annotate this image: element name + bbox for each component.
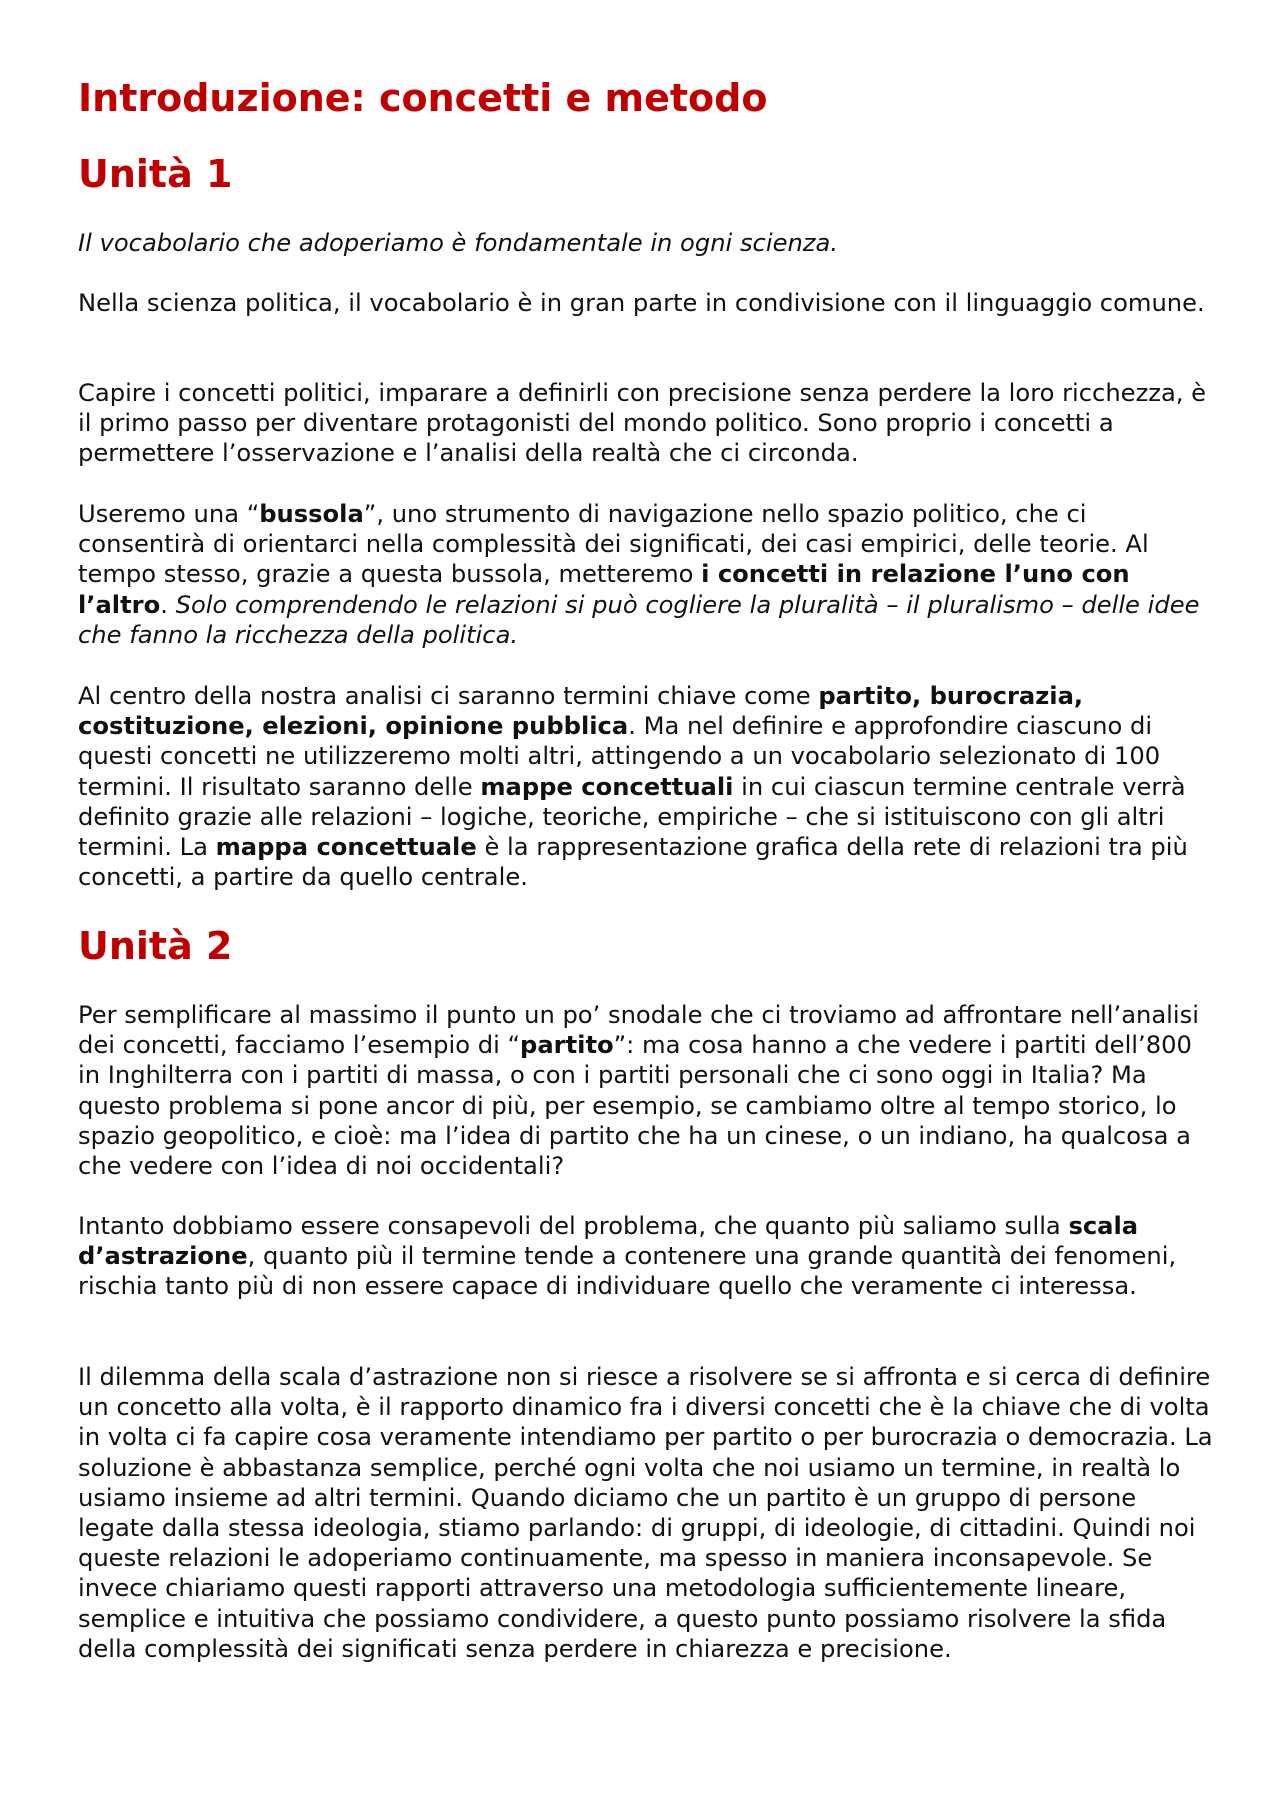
mappe-concettuali-term: mappe concettuali bbox=[480, 772, 734, 801]
p5-text-c: . Ma nel definire e approfondire ciascuno di questi concetti ne utilizzeremo molti altri, attingendo a un vocabolario selezionato di 100 termini. Il risultato saranno delle bbox=[78, 712, 1161, 801]
unit-2-paragraph-2 bbox=[78, 1211, 1218, 1302]
p4-text-a: Useremo una “ bbox=[78, 500, 260, 528]
unit-1-paragraph-5 bbox=[78, 681, 1218, 892]
u2p1-text-a: Per semplificare al massimo il punto un po’ snodale che ci troviamo ad affrontare nell’analisi dei concetti, facciamo l’esempio di “ bbox=[78, 1001, 1199, 1060]
u2p2-text-c: , quanto più il termine tende a contenere una grande quantità dei fenomeni, rischia tanto più di non essere capace di individuare quello che veramente ci interessa. bbox=[78, 1242, 1177, 1301]
key-terms: partito, burocrazia, costituzione, elezioni, opinione pubblica bbox=[78, 682, 1084, 741]
u2p2-text-a: Intanto dobbiamo essere consapevoli del problema, che quanto più saliamo sulla bbox=[78, 1212, 1069, 1240]
unit-2-paragraph-1 bbox=[78, 1000, 1218, 1181]
bussola-term: bussola bbox=[259, 500, 364, 528]
unit-1-paragraph-1: Il vocabolario che adoperiamo è fondamentale in ogni scienza. bbox=[78, 229, 838, 257]
unit-2-paragraph-3: Il dilemma della scala d’astrazione non si riesce a risolvere se si affronta e si cerca di definire un concetto alla volta, è il rapporto dinamico fra i diversi concetti che è la chiave che di volta in volta ci fa capire cosa veramente intendiamo per partito o per burocrazia o democrazia. La soluzione è abbastanza semplice, perché ogni volta che noi usiamo un termine, in realtà lo usiamo insieme ad altri termini. Quando diciamo che un partito è un gruppo di persone legate dalla stessa ideologia, stiamo parlando: di gruppi, di ideologie, di cittadini. Quindi noi queste relazioni le adoperiamo continuamente, ma spesso in maniera inconsapevole. Se invece chiariamo questi rapporti attraverso una metodologia sufficientemente lineare, semplice e intuitiva che possiamo condividere, a questo punto possiamo risolvere la sfida della complessità dei significati senza perdere in chiarezza e precisione. bbox=[78, 1363, 1213, 1663]
p5-text-a: Al centro della nostra analisi ci saranno termini chiave come bbox=[78, 682, 819, 710]
unit-1-paragraph-3: Capire i concetti politici, imparare a definirli con precisione senza perdere la loro ricchezza, è il primo passo per diventare protagonisti del mondo politico. Sono proprio i concetti a permettere l’osservazione e l’analisi della realtà che ci circonda. bbox=[78, 379, 1207, 468]
unit-1-paragraph-4 bbox=[78, 499, 1218, 650]
mappa-concettuale-term: mappa concettuale bbox=[215, 833, 477, 862]
p5-text-d: in cui ciascun termine centrale verrà definito grazie alle relazioni – logiche, teoriche, empiriche – che si istituiscono con gli altri termini. La bbox=[78, 772, 1186, 862]
unit-1-paragraph-2: Nella scienza politica, il vocabolario è in gran parte in condivisione con il linguaggio comune. bbox=[78, 289, 1205, 317]
unit-1-heading: Unità 1 bbox=[78, 152, 233, 196]
u2p1-text-c: ”: ma cosa hanno a che vedere i partiti dell’800 in Inghilterra con i partiti di massa, o con i partiti personali che ci sono oggi in Italia? Ma questo problema si pone ancor di più, per esempio, se cambiamo oltre al tempo storico, lo spazio geopolitico, e cioè: ma l’idea di partito che ha un cinese, o un indiano, ha qualcosa a che vedere con l’idea di noi occidentali? bbox=[78, 1031, 1192, 1181]
scala-astrazione-term: scala d’astrazione bbox=[78, 1212, 1139, 1271]
p4-text-c: ”, uno strumento di navigazione nello spazio politico, che ci consentirà di orientarci nella complessità dei significati, dei casi empirici, delle teorie. Al tempo stesso, grazie a questa bussola, metteremo bbox=[78, 500, 1149, 589]
p4-italic-sentence: Solo comprendendo le relazioni si può cogliere la pluralità – il pluralismo – delle idee che fanno la ricchezza della politica. bbox=[78, 590, 1200, 649]
partito-term: partito bbox=[520, 1031, 614, 1060]
page-title: Introduzione: concetti e metodo bbox=[78, 76, 768, 120]
p4-text-d: . bbox=[160, 590, 176, 619]
p5-text-e: è la rappresentazione grafica della rete di relazioni tra più concetti, a partire da quello centrale. bbox=[78, 833, 1188, 892]
concetti-relazione-term: i concetti in relazione l’uno con l’altro bbox=[78, 560, 1130, 619]
unit-2-heading: Unità 2 bbox=[78, 924, 233, 968]
